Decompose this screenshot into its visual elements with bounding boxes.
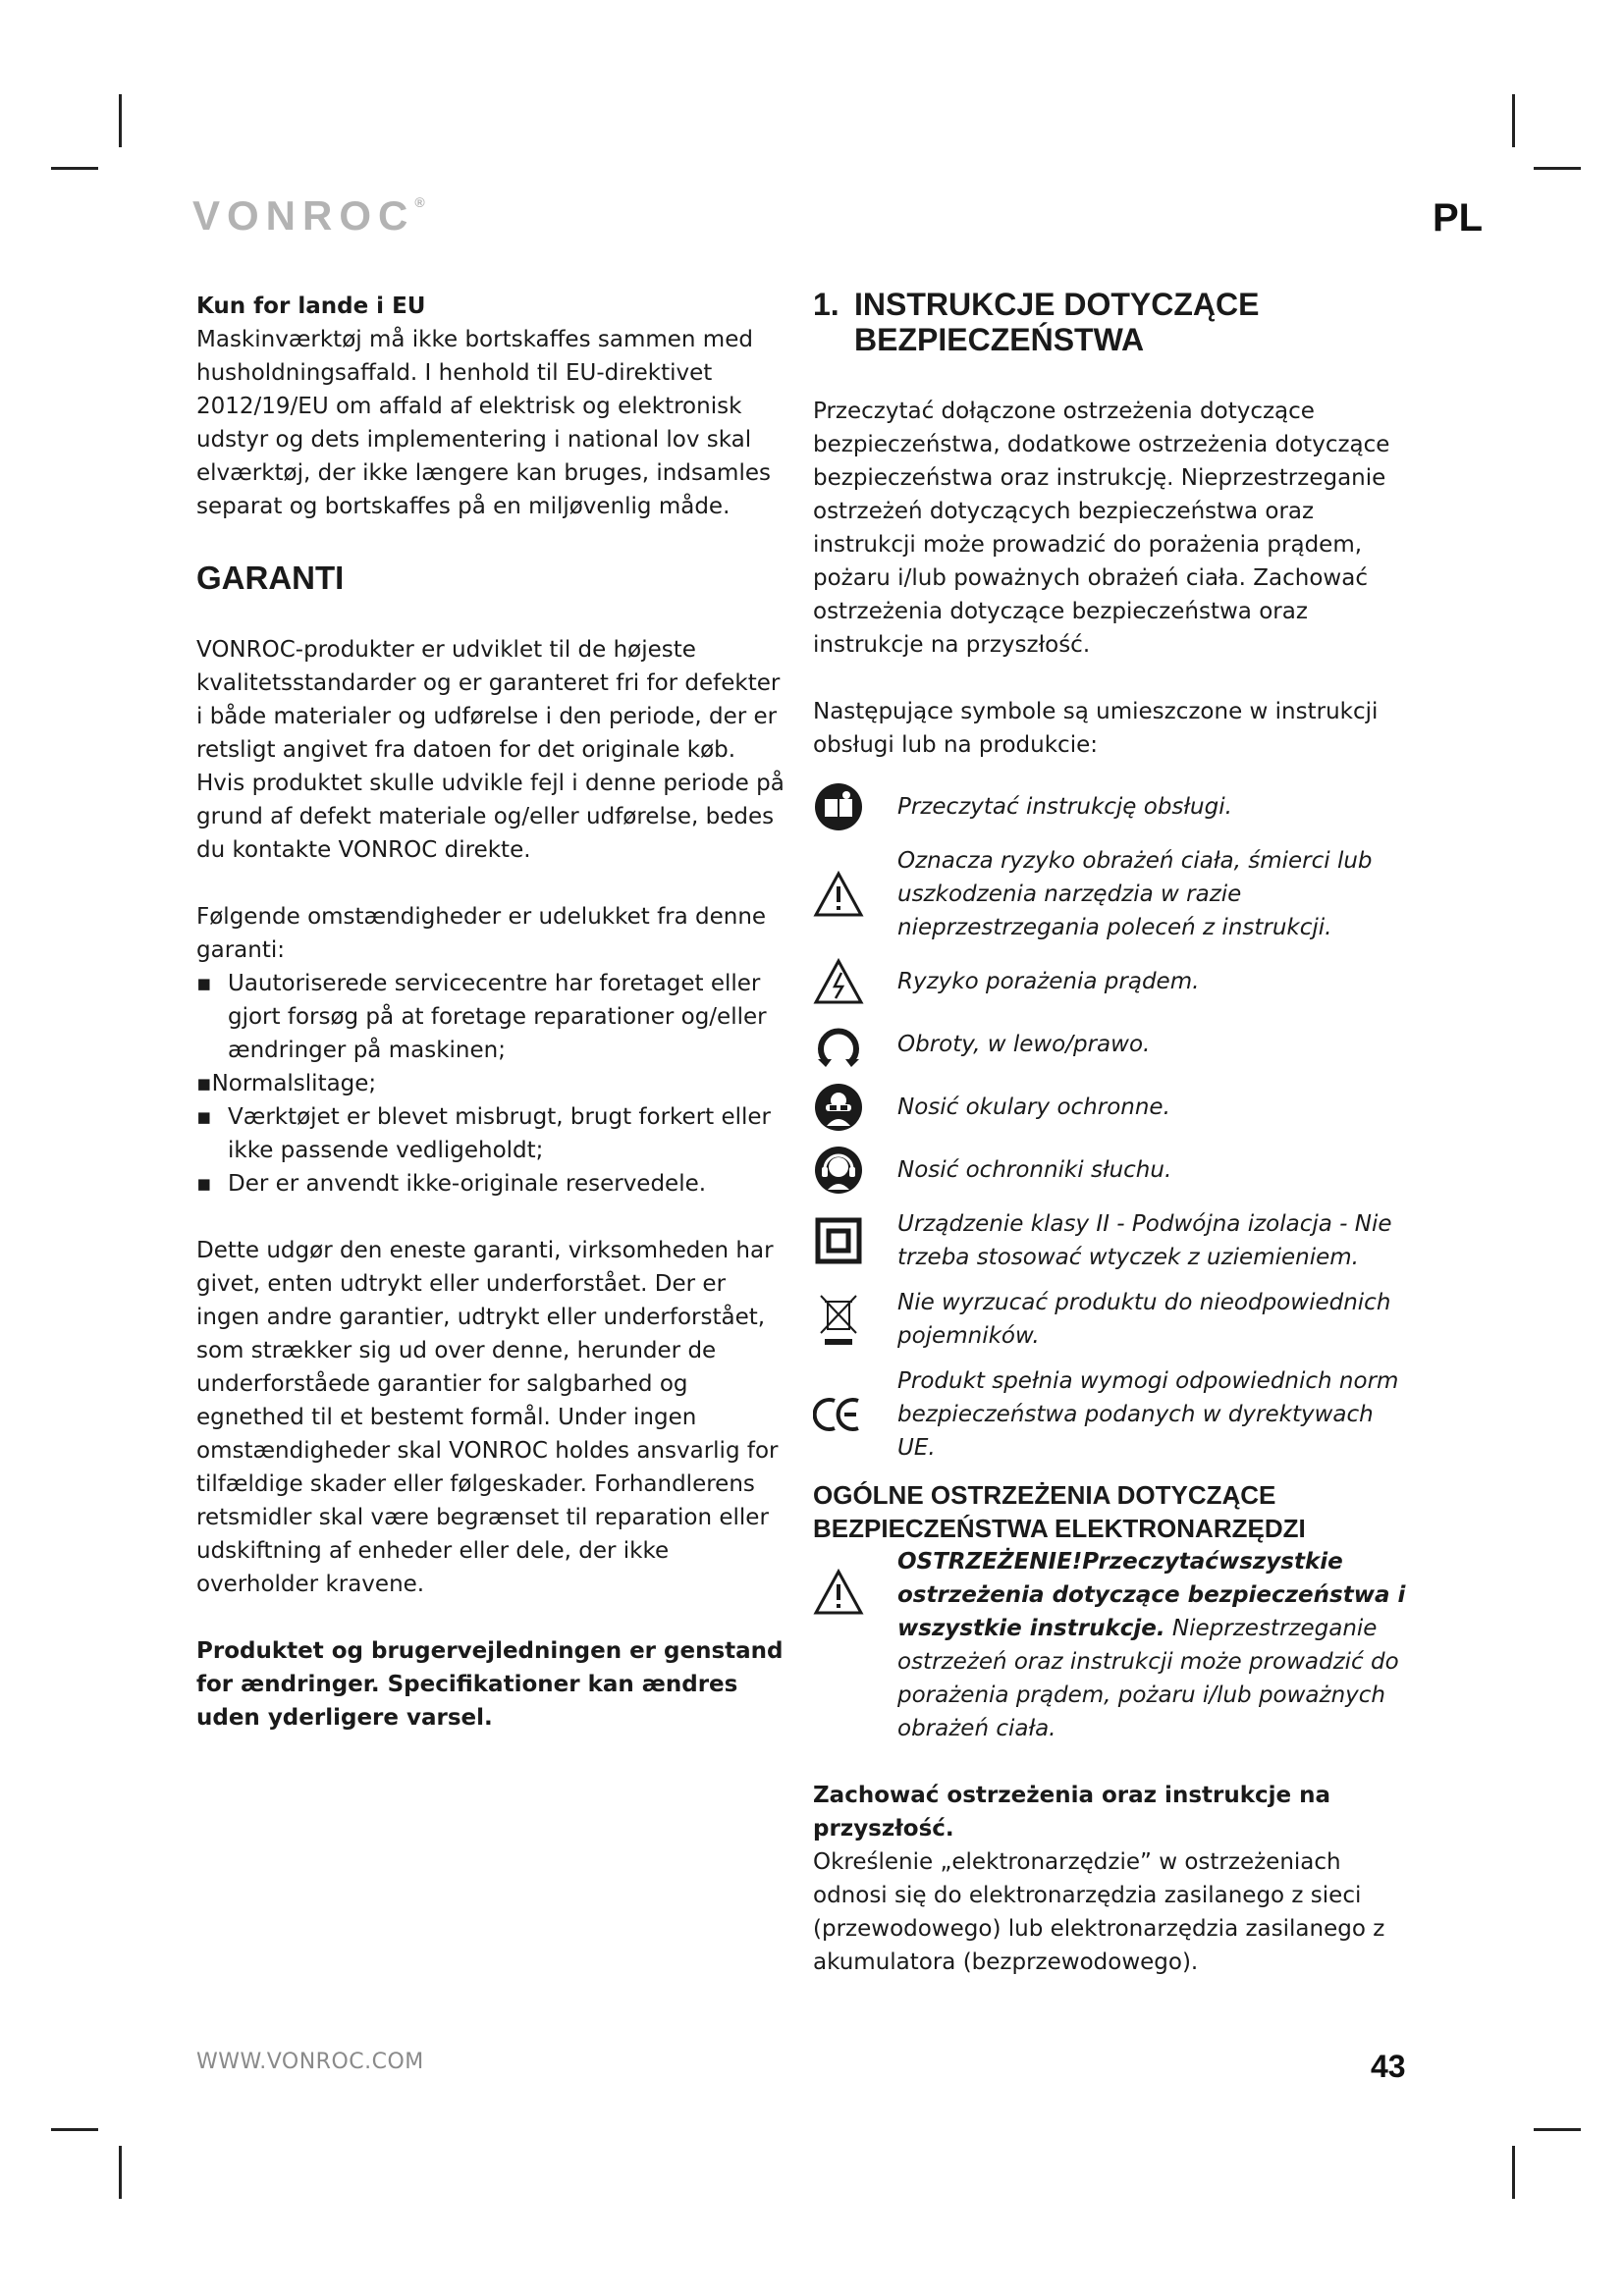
symbol-description: Obroty, w lewo/prawo.	[897, 1032, 1151, 1057]
section-heading: 1. INSTRUKCJE DOTYCZĄCE BEZPIECZEŃSTWA	[813, 287, 1260, 357]
keep-instructions-text: Określenie „elektronarzędzie” w ostrzeżeniach odnosi się do elektronarzędzia zasilanego z sieci (przewodowego) lub elektronarzędzia zasilanego z akumulatora (bezprzewodowego).	[813, 1849, 1385, 1975]
crop-mark	[51, 167, 98, 170]
safety-glasses-icon	[813, 1082, 864, 1133]
list-item: ▪ Uautoriserede servicecentre har foretaget eller gjort forsøg på at foretage reparationer og/eller ændringer på maskinen;	[196, 971, 767, 1063]
page-number: 43	[1371, 2049, 1406, 2084]
left-column	[196, 290, 785, 1735]
crop-mark	[51, 2128, 98, 2131]
symbol-row	[813, 844, 1414, 944]
general-warnings-heading: OGÓLNE OSTRZEŻENIA DOTYCZĄCE BEZPIECZEŃSTWA ELEKTRONARZĘDZI	[813, 1480, 1306, 1543]
electric-shock-icon	[813, 956, 864, 1007]
safety-intro: Przeczytać dołączone ostrzeżenia dotyczące bezpieczeństwa, dodatkowe ostrzeżenia dotyczące bezpieczeństwa oraz instrukcję. Nieprzestrzeganie ostrzeżeń dotyczących bezpieczeństwa oraz instrukcji może prowadzić do porażenia prądem, pożaru i/lub poważnych obrażeń ciała. Zachować ostrzeżenia dotyczące bezpieczeństwa oraz instrukcje na przyszłość.	[813, 399, 1390, 658]
symbol-row	[813, 1207, 1414, 1274]
ear-protection-icon	[813, 1145, 864, 1196]
symbol-row	[813, 1019, 1414, 1070]
class-ii-icon	[813, 1215, 864, 1266]
garanti-disclaimer: Dette udgør den eneste garanti, virksomheden har givet, enten udtrykt eller underforstået. Der er ingen andre garantier, udtrykt eller underforstået, som strækker sig ud over denne, herunder de underforståede garantier for salgbarhed og egnethed til et bestemt formål. Under ingen omstændigheder skal VONROC holdes ansvarlig for tilfældige skader eller følgeskader. Forhandlerens retsmidler skal være begrænset til reparation eller udskiftning af enheder eller dele, der ikke overholder kravene.	[196, 1238, 779, 1597]
warning-triangle-icon	[813, 1567, 864, 1618]
brand-logo: VONROC®	[192, 192, 425, 239]
symbol-row	[813, 1082, 1414, 1133]
exclusions-list	[196, 967, 785, 1201]
eu-text: Maskinværktøj må ikke bortskaffes sammen med husholdningsaffald. I henhold til EU-direktivet 2012/19/EU om affald af elektrisk og elektronisk udstyr og dets implementering i national lov skal elværktøj, der ikke længere kan bruges, indsamles separat og bortskaffes på en miljøvenlig måde.	[196, 327, 771, 519]
symbol-description: Produkt spełnia wymogi odpowiednich norm bezpieczeństwa podanych w dyrektywach UE.	[897, 1368, 1399, 1461]
right-column	[813, 287, 1414, 1979]
list-item: ▪Normalslitage;	[196, 1071, 377, 1096]
crop-mark	[1512, 2146, 1515, 2199]
symbol-row	[813, 1286, 1414, 1353]
symbol-row	[813, 956, 1414, 1007]
weee-bin-icon	[813, 1294, 864, 1345]
symbols-intro: Następujące symbole są umieszczone w instrukcji obsługi lub na produkcie:	[813, 699, 1379, 758]
symbol-description: Urządzenie klasy II - Podwójna izolacja - Nie trzeba stosować wtyczek z uziemieniem.	[897, 1211, 1392, 1270]
symbol-description: Nosić ochronniki słuchu.	[897, 1157, 1172, 1183]
garanti-heading: GARANTI	[196, 560, 345, 596]
rotation-icon	[813, 1019, 864, 1070]
closing-notice: Produktet og brugervejledningen er genstand for ændringer. Specifikationer kan ændres uden yderligere varsel.	[196, 1638, 784, 1731]
crop-mark	[1512, 94, 1515, 147]
symbol-row	[813, 781, 1414, 832]
garanti-paragraph: VONROC-produkter er udviklet til de højeste kvalitetsstandarder og er garanteret fri for defekter i både materialer og udførelse i den periode, der er retsligt angivet fra datoen for det originale køb. Hvis produktet skulle udvikle fejl i denne periode på grund af defekt materiale og/eller udførelse, bedes du kontakte VONROC direkte.	[196, 637, 785, 863]
symbol-description: Oznacza ryzyko obrażeń ciała, śmierci lub uszkodzenia narzędzia w razie nieprzestrzegania poleceń z instrukcji.	[897, 848, 1373, 940]
language-code: PL	[1433, 196, 1484, 240]
eu-heading: Kun for lande i EU	[196, 294, 426, 319]
list-item: ▪ Værktøjet er blevet misbrugt, brugt forkert eller ikke passende vedligeholdt;	[196, 1104, 772, 1163]
warning-triangle-icon	[813, 869, 864, 920]
garanti-exclusions-intro: Følgende omstændigheder er udelukket fra denne garanti:	[196, 904, 767, 963]
read-manual-icon	[813, 781, 864, 832]
crop-mark	[1534, 167, 1581, 170]
general-warning-block	[813, 1545, 1414, 1745]
ce-mark-icon	[813, 1389, 864, 1440]
general-warning-text: OSTRZEŻENIE!Przeczytaćwszystkie ostrzeżenia dotyczące bezpieczeństwa i wszystkie instrukcje. Nieprzestrzeganie ostrzeżeń oraz instrukcji może prowadzić do porażenia prądem, pożaru i/lub poważnych obrażeń ciała.	[897, 1549, 1406, 1741]
list-item: ▪ Der er anvendt ikke-originale reservedele.	[196, 1171, 707, 1197]
symbol-description: Przeczytać instrukcję obsługi.	[897, 794, 1232, 820]
crop-mark	[119, 94, 122, 147]
symbol-row	[813, 1364, 1414, 1465]
symbol-description: Nosić okulary ochronne.	[897, 1095, 1170, 1120]
crop-mark	[119, 2146, 122, 2199]
keep-instructions-heading: Zachować ostrzeżenia oraz instrukcje na przyszłość.	[813, 1783, 1331, 1842]
symbol-description: Ryzyko porażenia prądem.	[897, 969, 1200, 994]
symbol-description: Nie wyrzucać produktu do nieodpowiednich pojemników.	[897, 1290, 1391, 1349]
crop-mark	[1534, 2128, 1581, 2131]
footer-url: WWW.VONROC.COM	[196, 2050, 424, 2074]
symbol-row	[813, 1145, 1414, 1196]
